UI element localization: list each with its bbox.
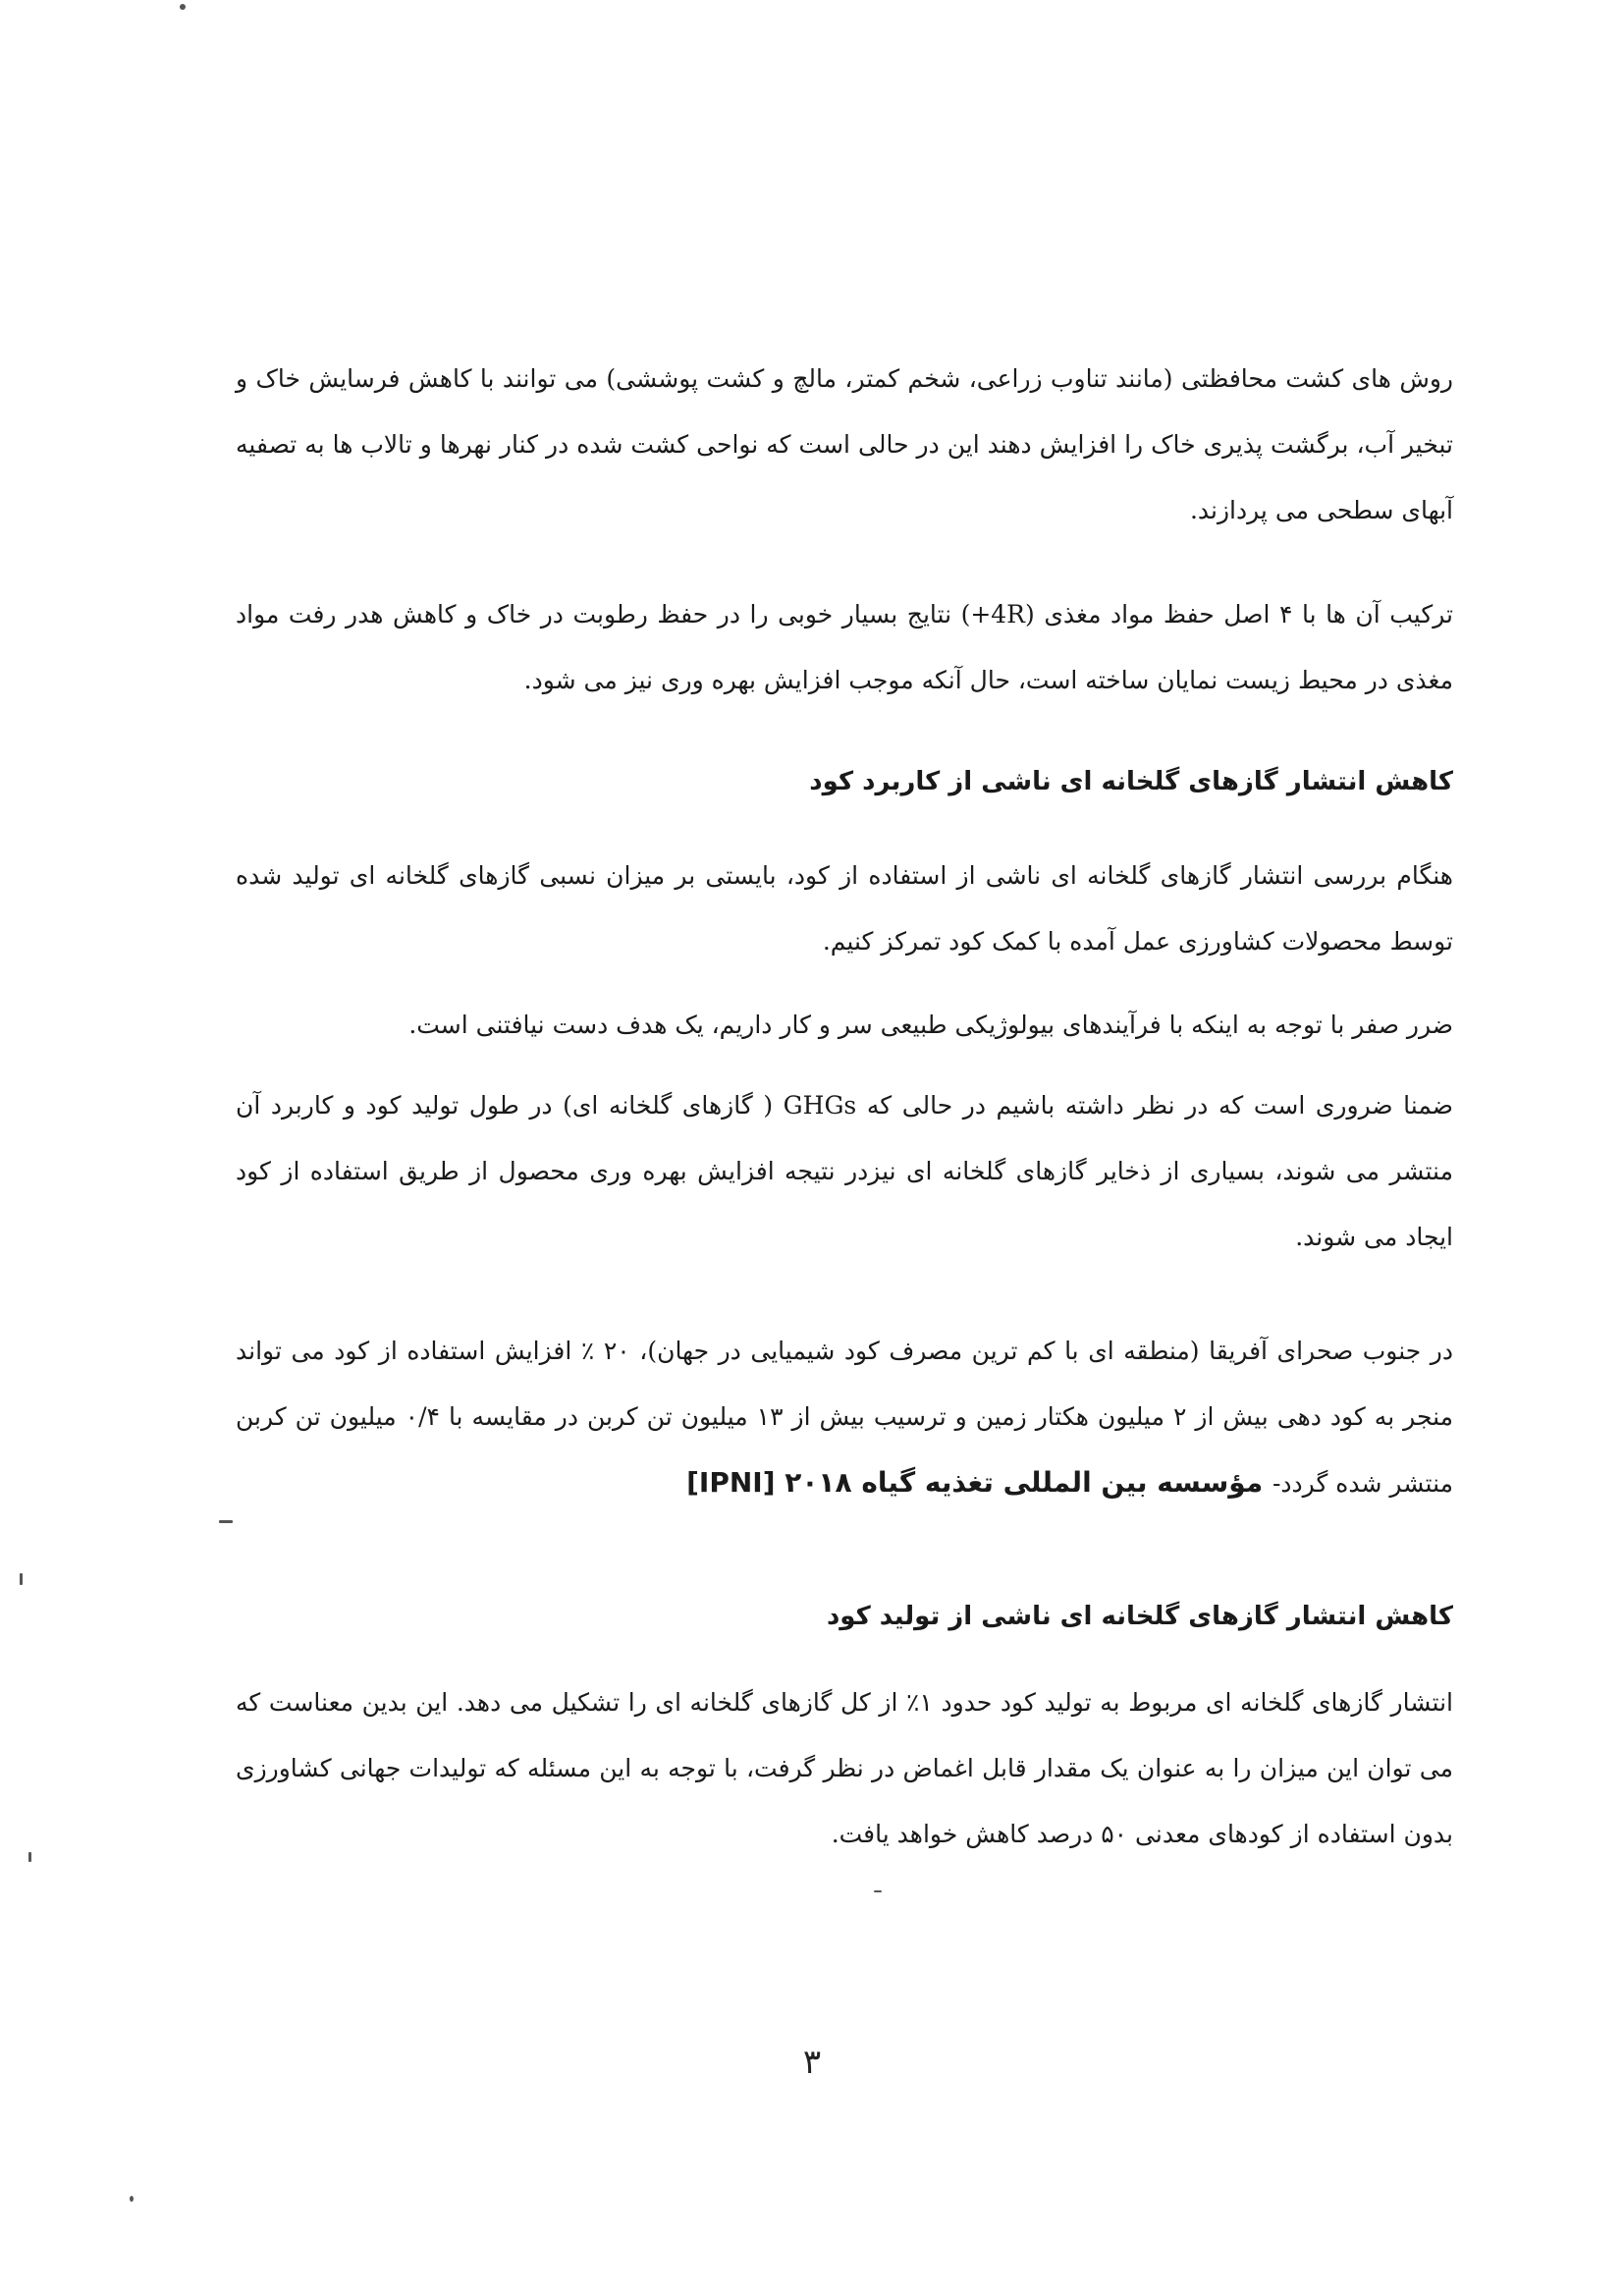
paragraph-zero-loss: ضرر صفر با توجه به اینکه با فرآیندهای بیولوژیکی طبیعی سر و کار داریم، یک هدف دست نیافتنی است. <box>408 1011 1453 1039</box>
paragraph-sub-saharan-africa-text: در جنوب صحرای آفریقا (منطقه ای با کم ترین مصرف کود شیمیایی در جهان)، ۲۰ ٪ افزایش استفاده از کود می تواند منجر به کود دهی بیش از ۲ میلیون هکتار زمین و ترسیب بیش از ۱۳ میلیون تن کربن در مقایسه با ۰/۴ میلیون تن کربن منتشر شده گردد- <box>236 1337 1454 1498</box>
scan-speck <box>219 1520 233 1523</box>
scan-speck <box>874 1890 882 1892</box>
paragraph-production-share: انتشار گازهای گلخانه ای مربوط به تولید کود حدود ۱٪ از کل گازهای گلخانه ای را تشکیل می دهد. این بدین معناست که می توان این میزان را به عنوان یک مقدار قابل اغماض در نظر گرفت، با توجه به این مسئله که تولیدات جهانی کشاورزی بدون استفاده از کودهای معدنی ۵۰ درصد کاهش خواهد یافت. <box>236 1688 1453 1848</box>
paragraph-4r-nutrient-stewardship: ترکیب آن ها با ۴ اصل حفظ مواد مغذی (4R+) نتایج بسیار خوبی را در حفظ رطوبت در خاک و کاهش هدر رفت مواد مغذی در محیط زیست نمایان ساخته است، حال آنکه موجب افزایش بهره وری نیز می شود. <box>236 600 1454 694</box>
page-number: ۳ <box>802 2043 822 2082</box>
heading-emissions-from-fertilizer-production: کاهش انتشار گازهای گلخانه ای ناشی از تولید کود <box>826 1602 1453 1631</box>
paragraph-ghg-storage: ضمنا ضروری است که در نظر داشته باشیم در حالی که GHGs ( گازهای گلخانه ای) در طول تولید کود و کاربرد آن منتشر می شوند، بسیاری از ذخایر گازهای گلخانه ای نیزدر نتیجه افزایش بهره وری محصول از طریق استفاده از کود ایجاد می شوند. <box>236 1091 1453 1251</box>
scan-speck <box>28 1852 31 1862</box>
paragraph-relative-emissions: هنگام بررسی انتشار گازهای گلخانه ای ناشی از استفاده از کود، بایستی بر میزان نسبی گازهای گلخانه ای تولید شده توسط محصولات کشاورزی عمل آمده با کمک کود تمرکز کنیم. <box>236 861 1453 956</box>
source-citation: مؤسسه بین المللی تغذیه گیاه ۲۰۱۸ [IPNI] <box>686 1466 1272 1499</box>
scan-speck <box>130 2196 134 2202</box>
heading-emissions-from-fertilizer-use: کاهش انتشار گازهای گلخانه ای ناشی از کاربرد کود <box>809 767 1453 796</box>
paragraph-sub-saharan-africa <box>236 1318 1453 1516</box>
scan-speck <box>180 4 186 10</box>
scan-speck <box>20 1573 23 1585</box>
paragraph-conservation-methods: روش های کشت محافظتی (مانند تناوب زراعی، شخم کمتر، مالچ و کشت پوششی) می توانند با کاهش فرسایش خاک و تبخیر آب، برگشت پذیری خاک را افزایش دهند این در حالی است که نواحی کشت شده در کنار نهرها و تالاب ها به تصفیه آبهای سطحی می پردازند. <box>236 364 1453 524</box>
